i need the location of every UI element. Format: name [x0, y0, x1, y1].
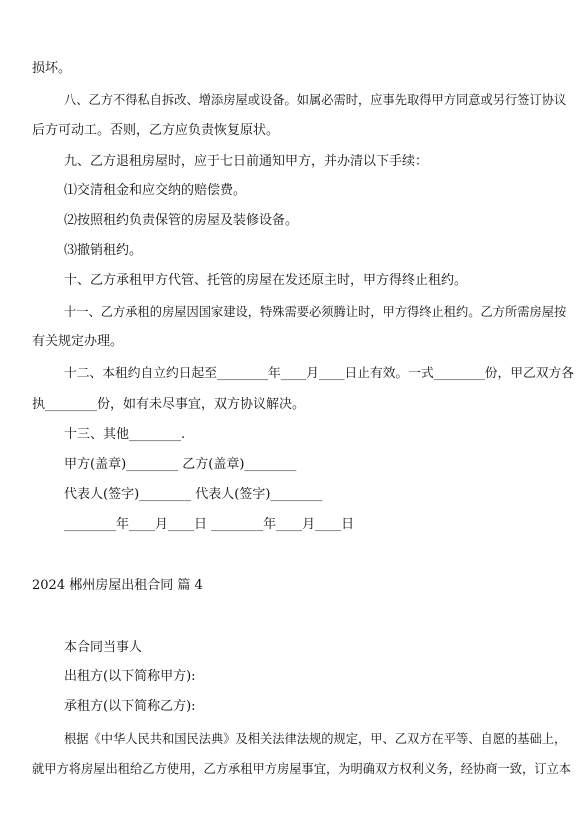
text-line: 十三、其他________. — [64, 427, 186, 442]
text-line: 十一、乙方承租的房屋因国家建设，特殊需要必须腾让时，甲方得终止租约。乙方所需房屋按 — [64, 305, 567, 319]
signature-line: 甲方(盖章)________ 乙方(盖章)________ — [64, 457, 297, 472]
text-line: 损坏。 — [32, 61, 72, 76]
signature-line: 代表人(签字)________ 代表人(签字)________ — [64, 487, 323, 502]
text-line: 就甲方将房屋出租给乙方使用，乙方承租甲方房屋事宜，为明确双方权利义务，经协商一致，订立本 — [32, 762, 571, 776]
date-line: ________年____月____日 ________年____月____日 — [64, 517, 355, 532]
text-line: 出租方(以下简称甲方): — [64, 669, 196, 684]
text-line: 十、乙方承租甲方代管、托管的房屋在发还原主时，甲方得终止租约。 — [64, 273, 468, 288]
text-line: ⑵按照租约负责保管的房屋及装修设备。 — [64, 213, 299, 228]
text-line: ⑴交清租金和应交纳的赔偿费。 — [64, 183, 247, 198]
text-line: ⑶撤销租约。 — [64, 243, 143, 258]
text-line: 八、乙方不得私自拆改、增添房屋或设备。如属必需时，应事先取得甲方同意或另行签订协议 — [64, 93, 567, 107]
text-line: 有关规定办理。 — [32, 334, 124, 349]
text-line: 承租方(以下简称乙方): — [64, 699, 196, 714]
text-line: 本合同当事人 — [64, 640, 143, 655]
text-line: 十二、本租约自立约日起至________年____月____日止有效。一式________份，甲乙双方各 — [64, 366, 574, 381]
section-heading: 2024 郴州房屋出租合同 篇 4 — [32, 578, 203, 593]
text-line: 执________份，如有未尽事宜，双方协议解决。 — [32, 397, 306, 412]
text-line: 后方可动工。否则，乙方应负责恢复原状。 — [32, 123, 280, 138]
text-line: 根据《中华人民共和国民法典》及相关法律法规的规定，甲、乙双方在平等、自愿的基础上， — [64, 732, 567, 746]
text-line: 九、乙方退租房屋时，应于七日前通知甲方，并办清以下手续： — [64, 154, 429, 169]
